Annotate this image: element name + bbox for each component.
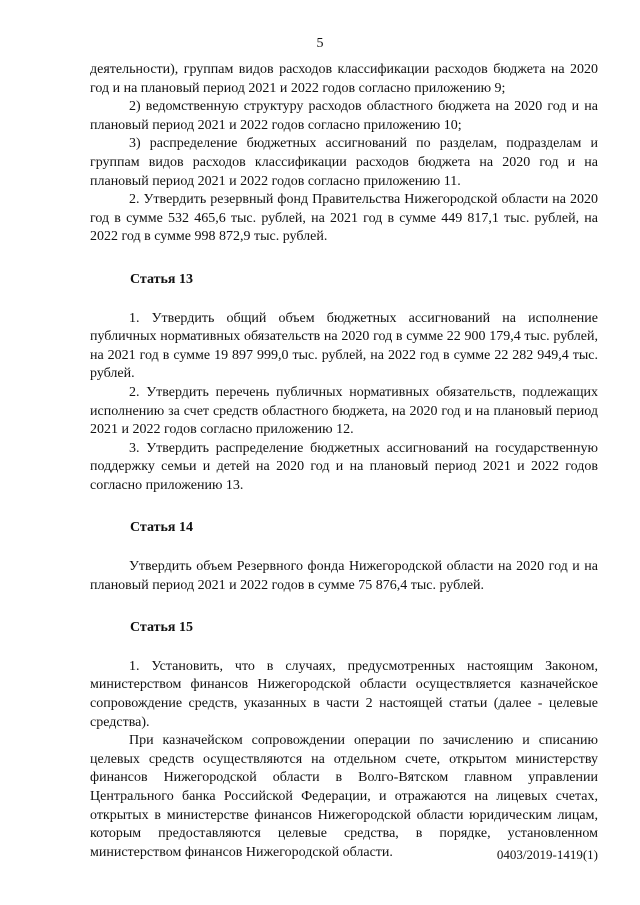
document-code: 0403/2019-1419(1) bbox=[496, 847, 598, 862]
document-body bbox=[90, 61, 598, 862]
paragraph-reserve-fund: 2. Утвердить резервный фонд Правительства Нижегородской области на 2020 год в сумме 532 465,6 тыс. рублей, на 2021 год в сумме 449 817,1 тыс. рублей, на 2022 год в сумме 998 872,9 тыс. рублей. bbox=[90, 192, 598, 245]
article-15-heading: Статья 15 bbox=[130, 620, 193, 636]
page-number: 5 bbox=[316, 36, 324, 51]
paragraph-item-3: 3) распределение бюджетных ассигнований по разделам, подразделам и группам видов расходов классификации расходов бюджета на 2020 год и на плановый период 2021 и 2022 годов согласно приложению 11. bbox=[90, 136, 598, 189]
paragraph-item-2: 2) ведомственную структуру расходов областного бюджета на 2020 год и на плановый период 2021 и 2022 годов согласно приложению 10; bbox=[90, 99, 598, 133]
article-13-heading: Статья 13 bbox=[130, 271, 193, 287]
article-15-paragraph-1: 1. Установить, что в случаях, предусмотренных настоящим Законом, министерством финансов Нижегородской области осуществляется казначейское сопровождение средств, указанных в части 2 настоящей статьи (далее - целевые средства). bbox=[90, 658, 598, 730]
article-13-paragraph-2: 2. Утвердить перечень публичных нормативных обязательств, подлежащих исполнению за счет средств областного бюджета, на 2020 год и на плановый период 2021 и 2022 годов согласно приложению 12. bbox=[90, 384, 598, 438]
article-14-heading: Статья 14 bbox=[130, 520, 193, 536]
article-13-paragraph-1: 1. Утвердить общий объем бюджетных ассигнований на исполнение публичных нормативных обязательств на 2020 год в сумме 22 900 179,4 тыс. рублей, на 2021 год в сумме 19 897 999,0 тыс. рублей, на 2022 год в сумме 22 282 949,4 тыс. рублей. bbox=[90, 310, 598, 382]
article-15-paragraph-2: При казначейском сопровождении операции по зачислению и списанию целевых средств осуществляются на отдельном счете, открытом министерству финансов Нижегородской области в Волго-Вятском главном управлении Центрального банка Российской Федерации, и отражаются на лицевых счетах, открытых в министерстве финансов Нижегородской области юридическим лицам, которым предоставляются целевые средства, в порядке, установленном министерством финансов Нижегородской области. bbox=[90, 733, 598, 860]
article-13-paragraph-3: 3. Утвердить распределение бюджетных ассигнований на государственную поддержку семьи и детей на 2020 год и на плановый период 2021 и 2022 годов согласно приложению 13. bbox=[90, 440, 598, 493]
paragraph-continuation: деятельности), группам видов расходов классификации расходов бюджета на 2020 год и на плановый период 2021 и 2022 годов согласно приложению 9; bbox=[90, 62, 598, 96]
article-14-paragraph-1: Утвердить объем Резервного фонда Нижегородской области на 2020 год и на плановый период 2021 и 2022 годов в сумме 75 876,4 тыс. рублей. bbox=[90, 559, 598, 593]
